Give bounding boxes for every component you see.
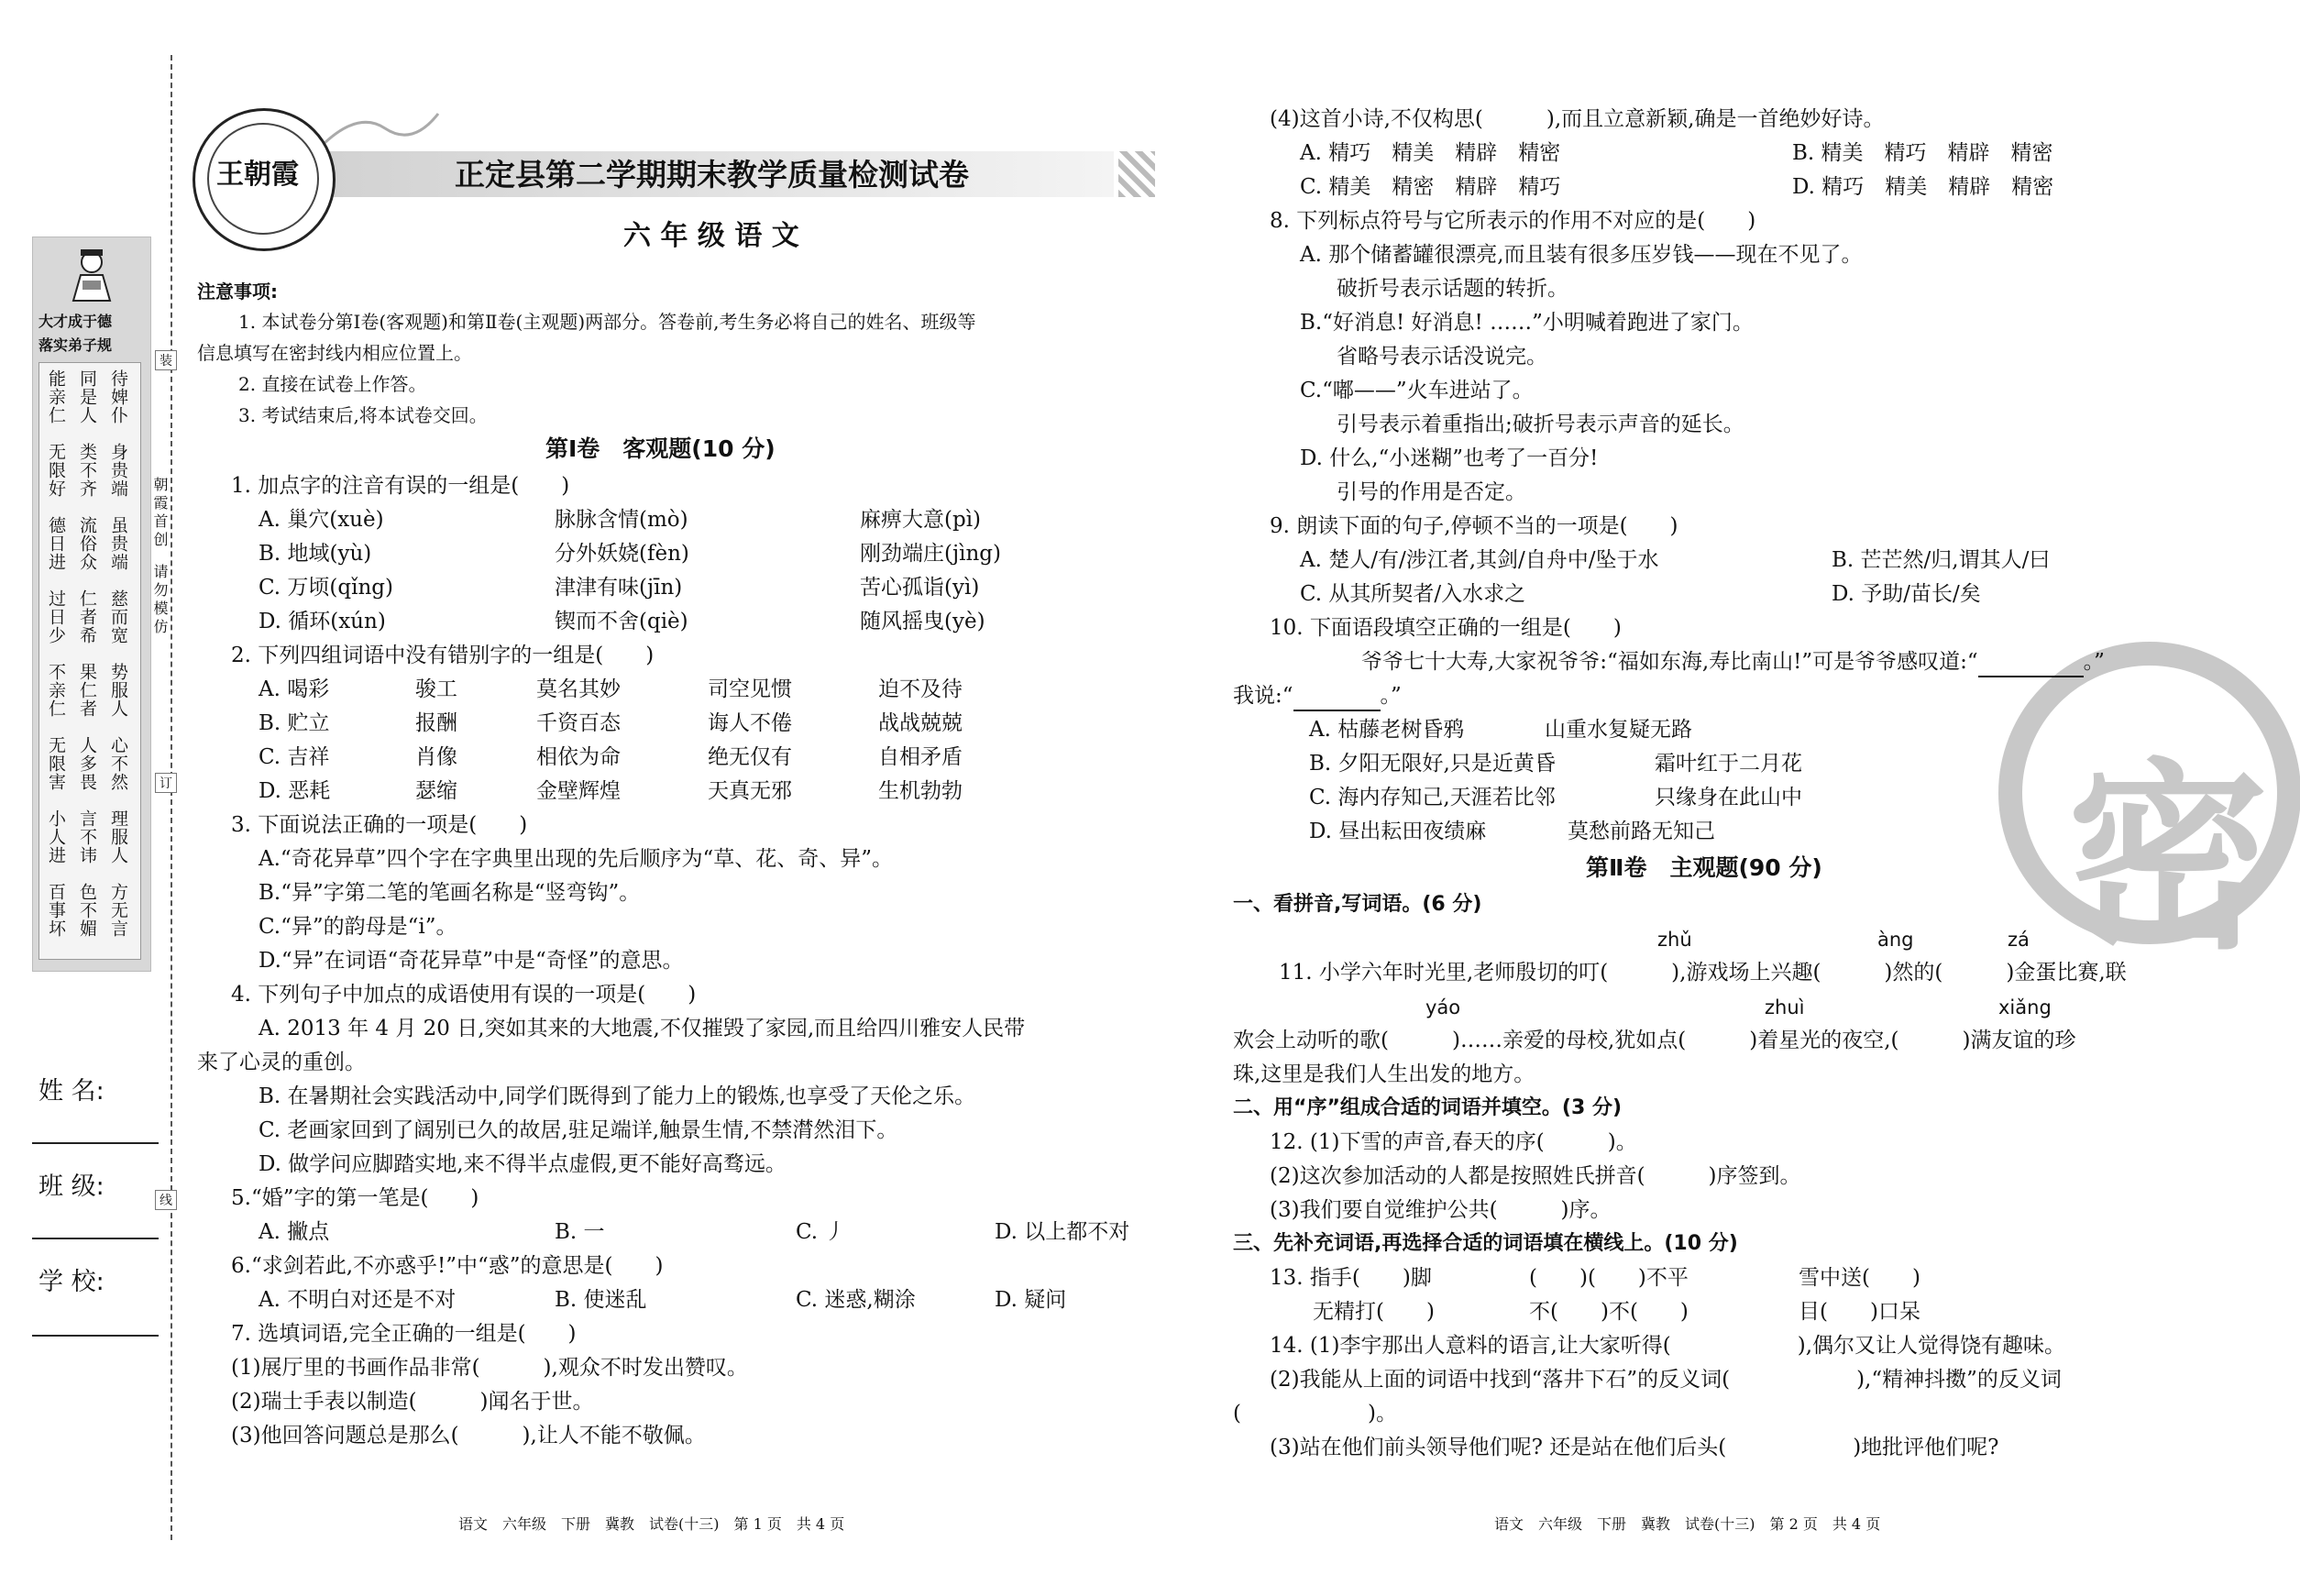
q2-a2: 骏工 — [415, 677, 457, 701]
proverb-text: 方无言 — [108, 883, 128, 938]
name-label: 姓 名: — [39, 1077, 105, 1106]
q8-option-b: B.“好消息! 好消息! ……”小明喊着跑进了家门。 — [1300, 311, 1754, 335]
q9-option-c: C. 从其所契者/入水求之 — [1300, 582, 1526, 606]
q10-option-a2: 山重水复疑无路 — [1545, 718, 1692, 742]
question-14-2: (2)我能从上面的词语中找到“落井下石”的反义词( ),“精神抖擞”的反义词 — [1270, 1368, 2062, 1392]
proverb-text: 过日少 — [46, 589, 66, 644]
note-3: 3. 考试结束后,将本试卷交回。 — [238, 404, 488, 426]
q1-option-a1: A. 巢穴(xuè) — [259, 508, 384, 532]
question-2: 2. 下列四组词语中没有错别字的一组是( ) — [231, 644, 655, 667]
proverb-text: 虽贵端 — [108, 516, 128, 571]
proverb-text: 色不媚 — [77, 883, 97, 938]
note-1a: 1. 本试卷分第Ⅰ卷(客观题)和第Ⅱ卷(主观题)两部分。答卷前,考生务必将自己的姓名、班级等 — [238, 311, 976, 333]
question-7: 7. 选填词语,完全正确的一组是( ) — [231, 1322, 577, 1346]
question-9: 9. 朗读下面的句子,停顿不当的一项是( ) — [1270, 514, 1678, 538]
question-14-1: 14. (1)李宇那出人意料的语言,让大家听得( ),偶尔又让人觉得饶有趣味。 — [1270, 1334, 2066, 1358]
proverb-text: 无限害 — [46, 736, 66, 791]
proverb-text: 身贵端 — [108, 443, 128, 498]
q8-option-d: D. 什么,“小迷糊”也考了一百分! — [1300, 446, 1599, 470]
question-4: 4. 下列句子中加点的成语使用有误的一项是( ) — [231, 983, 697, 1007]
q6-option-b: B. 使迷乱 — [555, 1288, 647, 1312]
question-11-line1: 11. 小学六年时光里,老师殷切的叮( ),游戏场上兴趣( )然的( )金蛋比赛,联 — [1279, 961, 2127, 985]
logo-text: 王朝霞 — [216, 159, 299, 191]
q3-option-b: B.“异”字第二笔的笔画名称是“竖弯钩”。 — [259, 881, 641, 905]
proverb-text: 小人进 — [46, 809, 66, 864]
q10-passage2-text: 我说:“ — [1233, 684, 1293, 708]
side-note-2: 请勿模仿 — [151, 564, 169, 637]
school-label: 学 校: — [39, 1268, 105, 1296]
q8-option-d-note: 引号的作用是否定。 — [1337, 480, 1526, 504]
section-2-heading: 二、用“序”组成合适的词语并填空。(3 分) — [1233, 1096, 1622, 1119]
q4-option-a-cont: 来了心灵的重创。 — [197, 1051, 366, 1074]
q4-option-d: D. 做学问应脚踏实地,来不得半点虚假,更不能好高骛远。 — [259, 1152, 787, 1176]
q2-c3: 相依为命 — [536, 745, 621, 769]
q2-a1: A. 喝彩 — [259, 677, 330, 701]
q10-option-c2: 只缘身在此山中 — [1655, 786, 1802, 809]
q2-c5: 自相矛盾 — [878, 745, 963, 769]
q2-a4: 司空见惯 — [708, 677, 792, 701]
q10-passage-text: 爷爷七十大寿,大家祝爷爷:“福如东海,寿比南山!”可是爷爷感叹道:“ — [1361, 650, 1978, 674]
q10-passage2-end: 。” — [1380, 684, 1402, 708]
pinyin-za: zá — [2008, 929, 2030, 951]
q7-option-b: B. 精美 精巧 精辟 精密 — [1792, 141, 2053, 165]
q10-option-d2: 莫愁前路无知己 — [1568, 820, 1715, 843]
name-field[interactable] — [32, 1142, 159, 1144]
q1-option-a3: 麻痹大意(pì) — [860, 508, 982, 532]
q1-option-d3: 随风摇曳(yè) — [860, 610, 985, 633]
footer-right: 语文 六年级 下册 冀教 试卷(十三) 第 2 页 共 4 页 — [1494, 1515, 1881, 1533]
q1-option-a2: 脉脉含情(mò) — [555, 508, 688, 532]
pinyin-zhu: zhǔ — [1657, 929, 1692, 951]
q3-option-c: C.“异”的韵母是“i”。 — [259, 915, 457, 939]
proverb-text: 理服人 — [108, 809, 128, 864]
side-note-1: 朝霞首创 — [151, 477, 169, 550]
q2-d4: 天真无邪 — [708, 779, 792, 803]
school-field[interactable] — [32, 1335, 159, 1337]
q4-option-b: B. 在暑期社会实践活动中,同学们既得到了能力上的锻炼,也享受了天伦之乐。 — [259, 1084, 976, 1108]
q2-b5: 战战兢兢 — [878, 711, 963, 735]
pinyin-zhui: zhuì — [1765, 996, 1805, 1018]
sidebar-banner-line2: 落实弟子规 — [39, 336, 113, 354]
proverb-text: 言不讳 — [77, 809, 97, 864]
question-3: 3. 下面说法正确的一项是( ) — [231, 813, 528, 837]
q1-option-d2: 锲而不舍(qiè) — [555, 610, 688, 633]
proverb-text: 百事坏 — [46, 883, 66, 938]
q9-option-a: A. 楚人/有/涉江者,其剑/自舟中/坠于水 — [1300, 548, 1659, 572]
q2-a5: 迫不及待 — [878, 677, 963, 701]
seal-word-1: 装 — [155, 350, 177, 370]
q1-option-c3: 苦心孤诣(yì) — [860, 576, 980, 600]
q4-option-a: A. 2013 年 4 月 20 日,突如其来的大地震,不仅摧毁了家园,而且给四川雅安人民带 — [259, 1017, 1026, 1040]
proverb-text: 德日进 — [46, 516, 66, 571]
q2-b3: 千资百态 — [536, 711, 621, 735]
q2-d5: 生机勃勃 — [878, 779, 963, 803]
proverb-text: 仁者希 — [77, 589, 97, 644]
proverb-text: 类不齐 — [77, 443, 97, 498]
question-14-2-cont: ( )。 — [1233, 1402, 1397, 1425]
subject-title: 六 年 级 语 文 — [623, 220, 799, 252]
proverb-text: 无限好 — [46, 443, 66, 498]
q10-passage-2 — [1233, 682, 1402, 711]
question-13-b2: 不( )不( ) — [1529, 1300, 1689, 1324]
proverb-text: 慈而宽 — [108, 589, 128, 644]
question-6: 6.“求剑若此,不亦惑乎!”中“惑”的意思是( ) — [231, 1254, 664, 1278]
q8-option-a: A. 那个储蓄罐很漂亮,而且装有很多压岁钱——现在不见了。 — [1300, 243, 1863, 267]
q2-a3: 莫名其妙 — [536, 677, 621, 701]
q6-option-a: A. 不明白对还是不对 — [259, 1288, 457, 1312]
question-13-b3: 目( )口呆 — [1799, 1300, 1920, 1324]
q7-item-4: (4)这首小诗,不仅构思( ),而且立意新颖,确是一首绝妙好诗。 — [1270, 107, 1885, 131]
q1-option-c1: C. 万顷(qǐng) — [259, 576, 393, 600]
q4-option-c: C. 老画家回到了阔别已久的故居,驻足端详,触景生情,不禁潸然泪下。 — [259, 1118, 898, 1142]
notes-heading: 注意事项: — [197, 281, 278, 303]
question-12-3: (3)我们要自觉维护公共( )序。 — [1270, 1198, 1612, 1222]
seal-glyph: 密 — [2067, 742, 2270, 976]
proverb-text: 能亲仁 — [46, 369, 66, 424]
q8-option-b-note: 省略号表示话没说完。 — [1337, 345, 1547, 369]
seal-word-3: 线 — [155, 1190, 177, 1210]
proverb-text: 待婢仆 — [108, 369, 128, 424]
q7-item-2: (2)瑞士手表以制造( )闻名于世。 — [231, 1390, 594, 1414]
q5-option-c: C. 丿 — [796, 1220, 846, 1244]
question-14-3: (3)站在他们前头领导他们呢? 还是站在他们后头( )地批评他们呢? — [1270, 1436, 1999, 1459]
q3-option-d: D.“异”在词语“奇花异草”中是“奇怪”的意思。 — [259, 949, 684, 973]
q3-option-a: A.“奇花异草”四个字在字典里出现的先后顺序为“草、花、奇、异”。 — [259, 847, 893, 871]
part1-heading: 第Ⅰ卷 客观题(10 分) — [545, 435, 776, 462]
q8-option-c: C.“嘟——”火车进站了。 — [1300, 379, 1534, 402]
q10-option-b1: B. 夕阳无限好,只是近黄昏 — [1309, 752, 1556, 776]
note-1b: 信息填写在密封线内相应位置上。 — [197, 342, 472, 364]
class-label: 班 级: — [39, 1172, 105, 1201]
question-5: 5.“婚”字的第一笔是( ) — [231, 1186, 479, 1210]
banner-pattern — [1118, 151, 1155, 197]
q10-passage-end: 。” — [2083, 650, 2105, 674]
question-1: 1. 加点字的注音有误的一组是( ) — [231, 474, 570, 498]
q5-option-b: B. 一 — [555, 1220, 605, 1244]
question-13-b1: 无精打( ) — [1313, 1300, 1435, 1324]
q1-option-b3: 刚劲端庄(jìng) — [860, 542, 1001, 566]
question-10: 10. 下面语段填空正确的一组是( ) — [1270, 616, 1622, 640]
proverb-text: 同是人 — [77, 369, 97, 424]
q9-option-d: D. 予助/苗长/矣 — [1832, 582, 1981, 606]
q1-option-c2: 津津有味(jīn) — [555, 576, 683, 600]
sidebar-banner-line1: 大才成于德 — [39, 313, 113, 330]
proverb-text: 不亲仁 — [46, 663, 66, 718]
proverb-text: 心不然 — [108, 736, 128, 791]
part2-heading: 第Ⅱ卷 主观题(90 分) — [1586, 854, 1822, 881]
pinyin-yao: yáo — [1425, 996, 1461, 1018]
proverb-text: 果仁者 — [77, 663, 97, 718]
q2-c4: 绝无仅有 — [708, 745, 792, 769]
footer-left: 语文 六年级 下册 冀教 试卷(十三) 第 1 页 共 4 页 — [458, 1515, 845, 1533]
q2-c2: 肖像 — [415, 745, 457, 769]
q1-option-d1: D. 循环(xún) — [259, 610, 386, 633]
note-2: 2. 直接在试卷上作答。 — [238, 373, 427, 395]
q7-option-c: C. 精美 精密 精辟 精巧 — [1300, 175, 1561, 199]
pinyin-xiang: xiǎng — [1998, 996, 2052, 1018]
q8-option-a-note: 破折号表示话题的转折。 — [1337, 277, 1568, 301]
q10-blank-1[interactable] — [1978, 648, 2084, 677]
q2-b2: 报酬 — [415, 711, 457, 735]
proverb-text: 人多畏 — [77, 736, 97, 791]
seal-word-2: 订 — [155, 773, 177, 793]
section-3-heading: 三、先补充词语,再选择合适的词语填在横线上。(10 分) — [1233, 1232, 1738, 1255]
q6-option-c: C. 迷惑,糊涂 — [796, 1288, 916, 1312]
scholar-figure-icon — [64, 246, 119, 303]
q2-c1: C. 吉祥 — [259, 745, 330, 769]
q2-d2: 瑟缩 — [415, 779, 457, 803]
question-13-a2: ( )( )不平 — [1529, 1266, 1689, 1290]
binding-line — [171, 55, 172, 1540]
proverb-text: 势服人 — [108, 663, 128, 718]
q10-option-a1: A. 枯藤老树昏鸦 — [1309, 718, 1465, 742]
question-12-1: 12. (1)下雪的声音,春天的序( )。 — [1270, 1130, 1637, 1154]
q5-option-d: D. 以上都不对 — [995, 1220, 1130, 1244]
q10-option-b2: 霜叶红于二月花 — [1655, 752, 1802, 776]
q1-option-b1: B. 地域(yù) — [259, 542, 372, 566]
q2-d1: D. 恶耗 — [259, 779, 331, 803]
question-11-line2: 欢会上动听的歌( )……亲爱的母校,犹如点( )着星光的夜空,( )满友谊的珍 — [1233, 1029, 2076, 1052]
question-12-2: (2)这次参加活动的人都是按照姓氏拼音( )序签到。 — [1270, 1164, 1801, 1188]
question-13-a3: 雪中送( ) — [1799, 1266, 1920, 1290]
q10-option-d1: D. 昼出耘田夜绩麻 — [1309, 820, 1487, 843]
q7-item-1: (1)展厅里的书画作品非常( ),观众不时发出赞叹。 — [231, 1356, 748, 1380]
q6-option-d: D. 疑问 — [995, 1288, 1067, 1312]
q7-option-a: A. 精巧 精美 精辟 精密 — [1300, 141, 1561, 165]
question-11-line3: 珠,这里是我们人生出发的地方。 — [1233, 1062, 1535, 1086]
class-field[interactable] — [32, 1238, 159, 1239]
question-13-a1: 13. 指手( )脚 — [1270, 1266, 1432, 1290]
page-title: 正定县第二学期期末教学质量检测试卷 — [455, 157, 969, 193]
q10-passage-1 — [1361, 648, 2105, 677]
q2-d3: 金壁辉煌 — [536, 779, 621, 803]
ribbon-decoration-icon — [321, 110, 440, 152]
q2-b4: 诲人不倦 — [708, 711, 792, 735]
q5-option-a: A. 撇点 — [259, 1220, 330, 1244]
q10-blank-2[interactable] — [1293, 682, 1381, 711]
q7-option-d: D. 精巧 精美 精辟 精密 — [1792, 175, 2054, 199]
q7-item-3: (3)他回答问题总是那么( ),让人不能不敬佩。 — [231, 1424, 706, 1447]
q9-option-b: B. 芒芒然/归,谓其人/曰 — [1832, 548, 2051, 572]
pinyin-ang: àng — [1877, 929, 1914, 951]
section-1-heading: 一、看拼音,写词语。(6 分) — [1233, 893, 1482, 916]
q10-option-c1: C. 海内存知己,天涯若比邻 — [1309, 786, 1556, 809]
q8-option-c-note: 引号表示着重指出;破折号表示声音的延长。 — [1337, 413, 1744, 436]
proverb-text: 流俗众 — [77, 516, 97, 571]
question-8: 8. 下列标点符号与它所表示的作用不对应的是( ) — [1270, 209, 1756, 233]
q1-option-b2: 分外妖娆(fèn) — [555, 542, 689, 566]
q2-b1: B. 贮立 — [259, 711, 330, 735]
